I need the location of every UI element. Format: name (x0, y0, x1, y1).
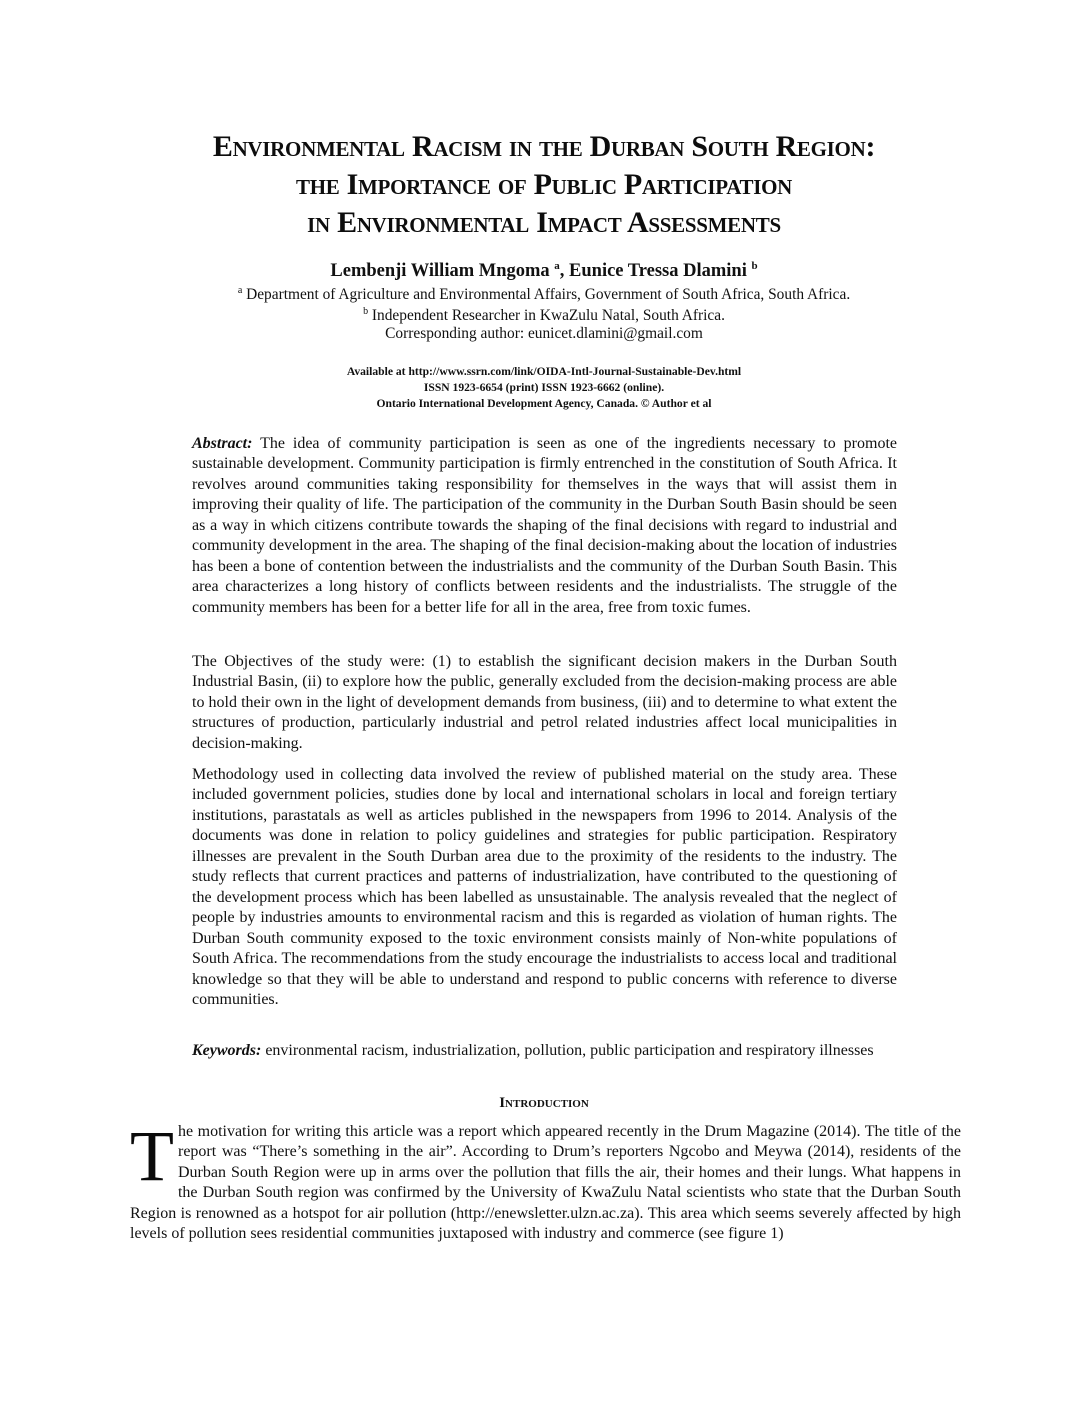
author-name: Eunice Tressa Dlamini (569, 261, 747, 281)
abstract-label: Abstract: (192, 435, 253, 452)
publisher-line: Ontario International Development Agency, Canada. © Author et al (376, 397, 712, 410)
affiliation-text: Department of Agriculture and Environmental Affairs, Government of South Africa, South Africa. (242, 286, 851, 303)
title-line: the Importance of Public Participation (296, 168, 792, 201)
affiliation-mark: a (554, 260, 560, 272)
paper-title (100, 128, 988, 242)
author-name: Lembenji William Mngoma (330, 261, 550, 281)
title-line: Environmental Racism in the Durban South Region: (212, 130, 876, 163)
affiliation-mark: b (363, 306, 369, 317)
author-list (140, 255, 948, 282)
issn-line: ISSN 1923-6654 (print) ISSN 1923-6662 (online). (423, 381, 665, 394)
corresponding-author: Corresponding author: eunicet.dlamini@gmail.com (385, 325, 703, 342)
affiliation-mark: b (751, 260, 758, 272)
introduction-paragraph (130, 1116, 961, 1244)
objectives-paragraph: The Objectives of the study were: (1) to establish the significant decision makers in the Durban South Industrial Basin, (ii) to explore how the public, generally excluded from the decision-making process are able to hold their own in the light of development demands from business, (iii) and to determine to what extent the structures of production, particularly industrial and petrol related industries affect local municipalities in decision-making. (192, 653, 897, 752)
keywords-label: Keywords: (192, 1042, 262, 1059)
section-heading-introduction: Introduction (499, 1095, 589, 1111)
drop-cap: T (130, 1116, 174, 1196)
author-separator: , (559, 261, 570, 281)
keywords (192, 1041, 897, 1061)
title-line: in Environmental Impact Assessments (307, 206, 781, 239)
abstract (192, 434, 897, 618)
introduction-text: he motivation for writing this article was a report which appeared recently in the Drum Magazine (2014). The title of the report was “There’s something in the air”. According to Drum’s reporters Ngcobo and Meywa (2014), residents of the Durban South Region were up in arms over the pollution that fills the air, their homes and their lungs. What happens in the Durban South region was confirmed by the University of KwaZulu Natal scientists who state that the Durban South Region is renowned as a hotspot for air pollution (http://enewsletter.ulzn.ac.za). This area which seems severely affected by high levels of pollution sees residential communities juxtaposed with industry and commerce (see figure 1) (130, 1123, 961, 1243)
affiliation (140, 302, 948, 326)
affiliation-text: Independent Researcher in KwaZulu Natal, South Africa. (368, 307, 725, 324)
methodology-paragraph: Methodology used in collecting data involved the review of published material on the study area. These included government policies, studies done by local and international scholars in local and foreign tertiary institutions, parastatals as well as articles published in the newspapers from 1996 to 2014. Analysis of the documents was done in relation to policy guidelines and strategies for public participation. Respiratory illnesses are prevalent in the South Durban area due to the proximity of the residents to the industry. The study reflects that current practices and patterns of industrialization, have contributed to the questioning of the development process which has been labelled as unsustainable. The analysis revealed that the neglect of people by industries amounts to environmental racism and this is regarded as violation of human rights. The Durban South community exposed to the toxic environment consists mainly of Non-white populations of South Africa. The recommendations from the study encourage the industrialists to access local and traditional knowledge so that they will be able to understand and respond to public concerns with reference to diverse communities. (192, 766, 897, 1008)
abstract-text: The idea of community participation is seen as one of the ingredients necessary to promote sustainable development. Community participation is firmly entrenched in the constitution of South Africa. It revolves around communities taking responsibility for themselves in the ways that will assist them in improving their quality of life. The participation of the community in the Durban South Basin should be seen as a way in which citizens contribute towards the shaping of the final decisions with regard to industrial and community development in the area. The shaping of the final decision-making about the location of industries has been a bone of contention between the industrialists and the community of the Durban South Basin. This area characterizes a long history of conflicts between residents and the industrialists. The struggle of the community members has been for a better life for all in the area, free from toxic fumes. (192, 435, 897, 616)
availability-link[interactable]: Available at http://www.ssrn.com/link/OIDA-Intl-Journal-Sustainable-Dev.html (346, 365, 742, 378)
publication-info (240, 364, 848, 412)
affiliation-mark: a (237, 285, 243, 296)
keywords-text: environmental racism, industrialization, pollution, public participation and respiratory illnesses (261, 1042, 874, 1059)
